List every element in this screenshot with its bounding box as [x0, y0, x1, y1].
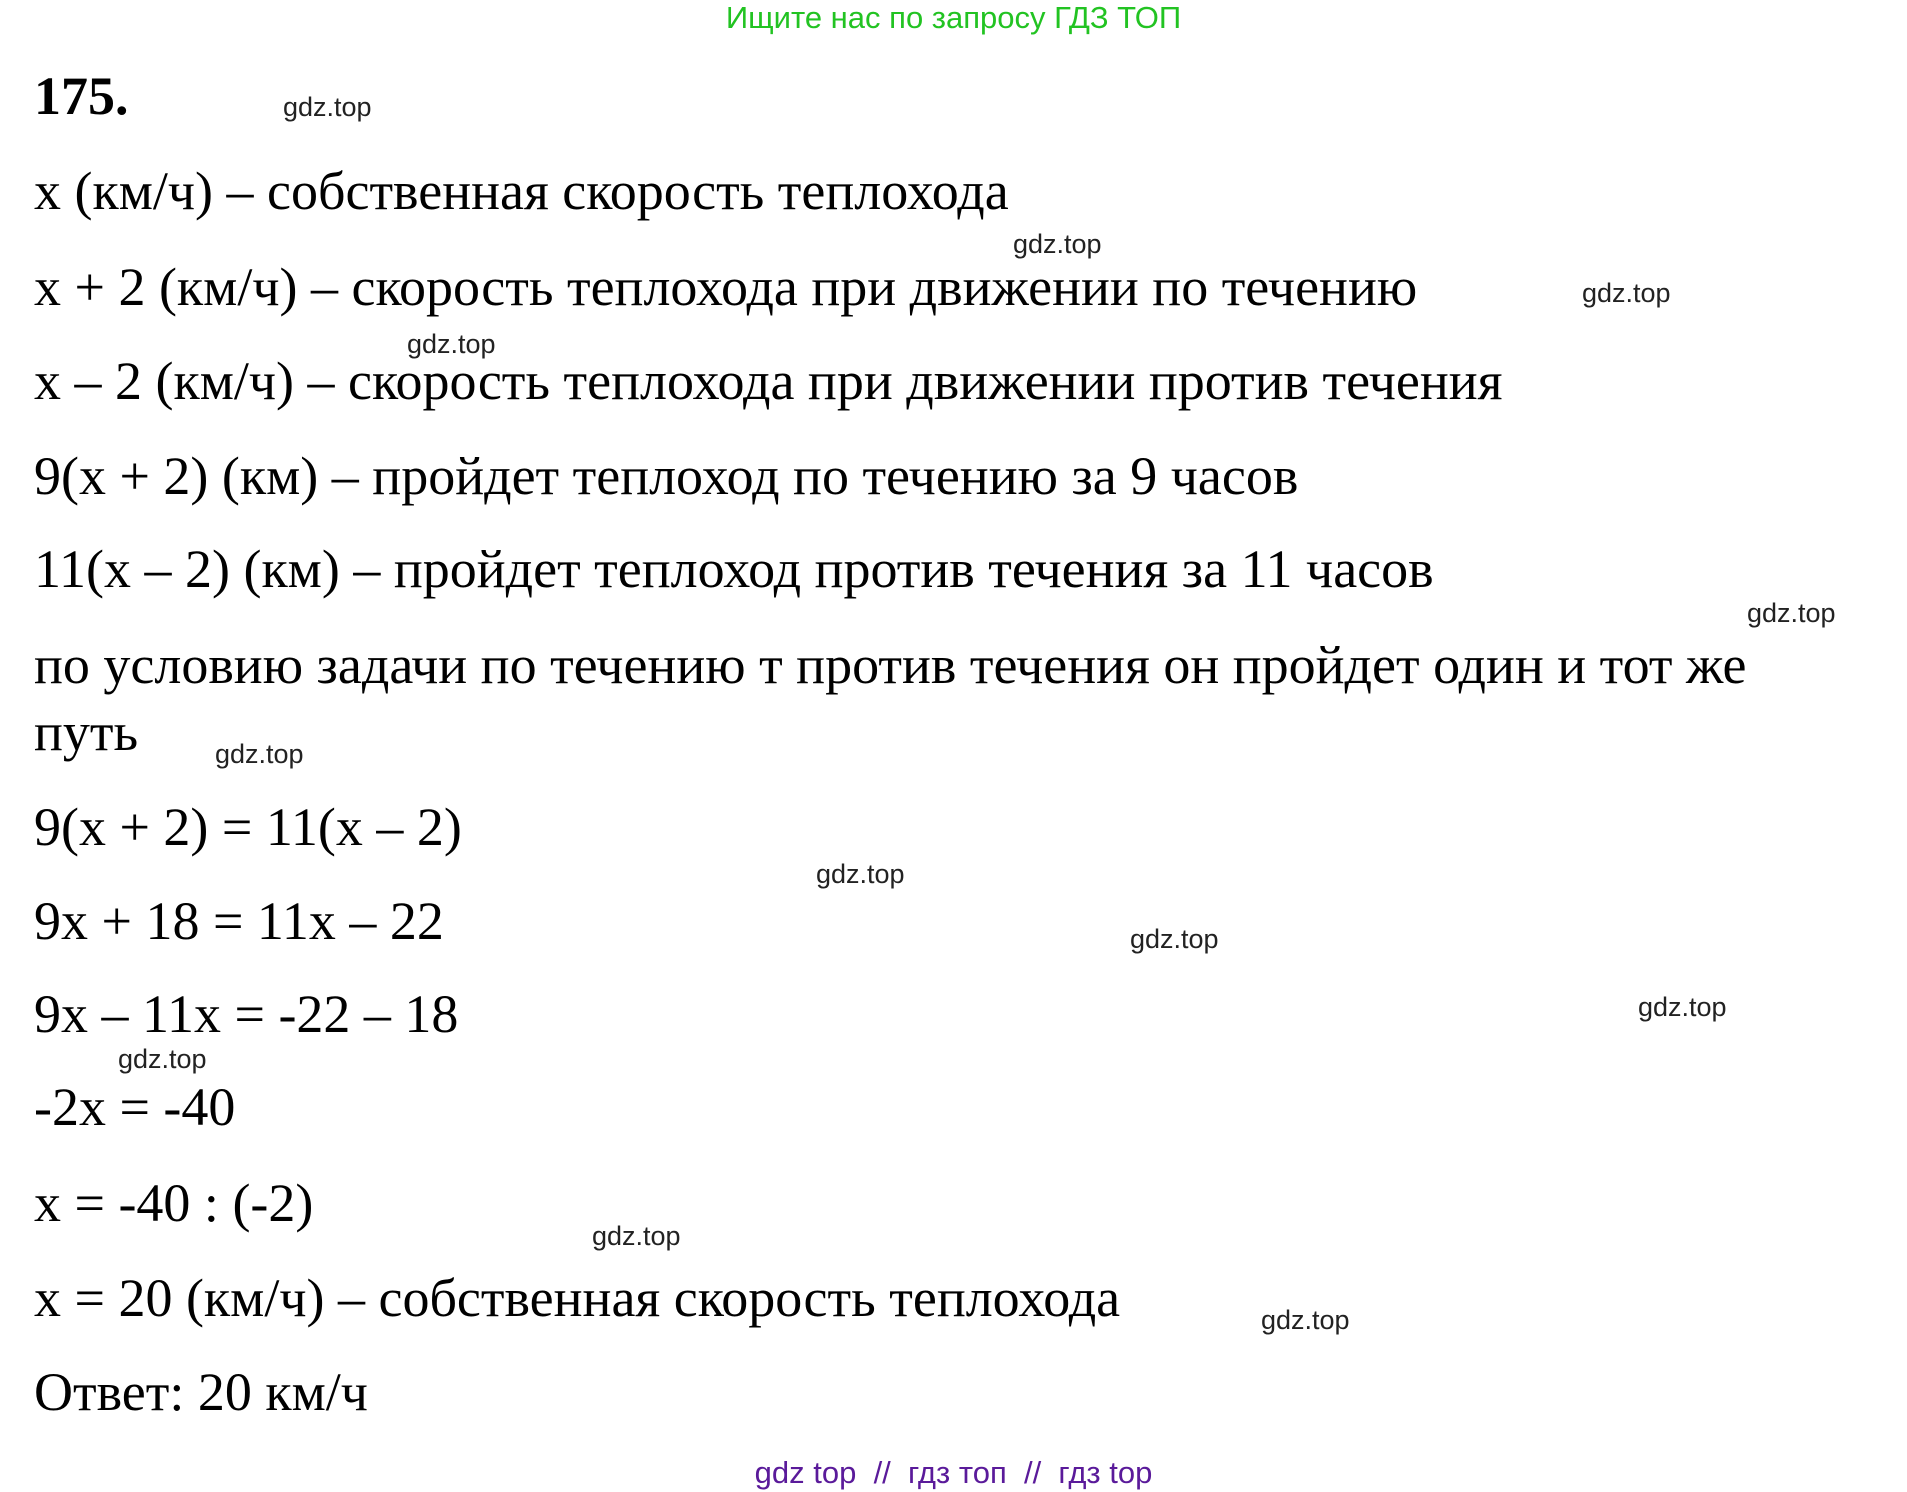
solution-line: x – 2 (км/ч) – скорость теплохода при движении против течения: [34, 351, 1503, 411]
solution-line: путь: [34, 702, 139, 762]
solution-line: 11(x – 2) (км) – пройдет теплоход против течения за 11 часов: [34, 539, 1434, 599]
watermark: gdz.top: [592, 1221, 681, 1251]
problem-number: 175.: [34, 66, 129, 126]
watermark: gdz.top: [1582, 278, 1671, 308]
equation-line: -2x = -40: [34, 1077, 236, 1137]
watermark: gdz.top: [283, 92, 372, 122]
watermark: gdz.top: [1130, 924, 1219, 954]
footer-links: gdz top // гдз топ // гдз top: [754, 1455, 1153, 1490]
watermark: gdz.top: [215, 739, 304, 769]
solution-line: x (км/ч) – собственная скорость теплохода: [34, 161, 1009, 221]
solution-line: x = 20 (км/ч) – собственная скорость теплохода: [34, 1268, 1121, 1328]
equation-line: 9x – 11x = -22 – 18: [34, 984, 459, 1044]
watermark: gdz.top: [407, 329, 496, 359]
watermark: gdz.top: [1261, 1305, 1350, 1335]
equation-line: 9x + 18 = 11x – 22: [34, 891, 444, 951]
watermark: gdz.top: [1013, 229, 1102, 259]
watermark: gdz.top: [118, 1044, 207, 1074]
equation-line: 9(x + 2) = 11(x – 2): [34, 797, 462, 857]
solution-line: 9(x + 2) (км) – пройдет теплоход по течению за 9 часов: [34, 446, 1299, 506]
watermark: gdz.top: [1747, 598, 1836, 628]
watermark: gdz.top: [816, 859, 905, 889]
solution-line: x + 2 (км/ч) – скорость теплохода при движении по течению: [34, 257, 1418, 317]
solution-line: по условию задачи по течению т против течения он пройдет один и тот же: [34, 635, 1747, 695]
equation-line: x = -40 : (-2): [34, 1173, 314, 1233]
search-hint-header: Ищите нас по запросу ГДЗ ТОП: [725, 0, 1182, 35]
watermark: gdz.top: [1638, 992, 1727, 1022]
answer-line: Ответ: 20 км/ч: [34, 1362, 368, 1422]
